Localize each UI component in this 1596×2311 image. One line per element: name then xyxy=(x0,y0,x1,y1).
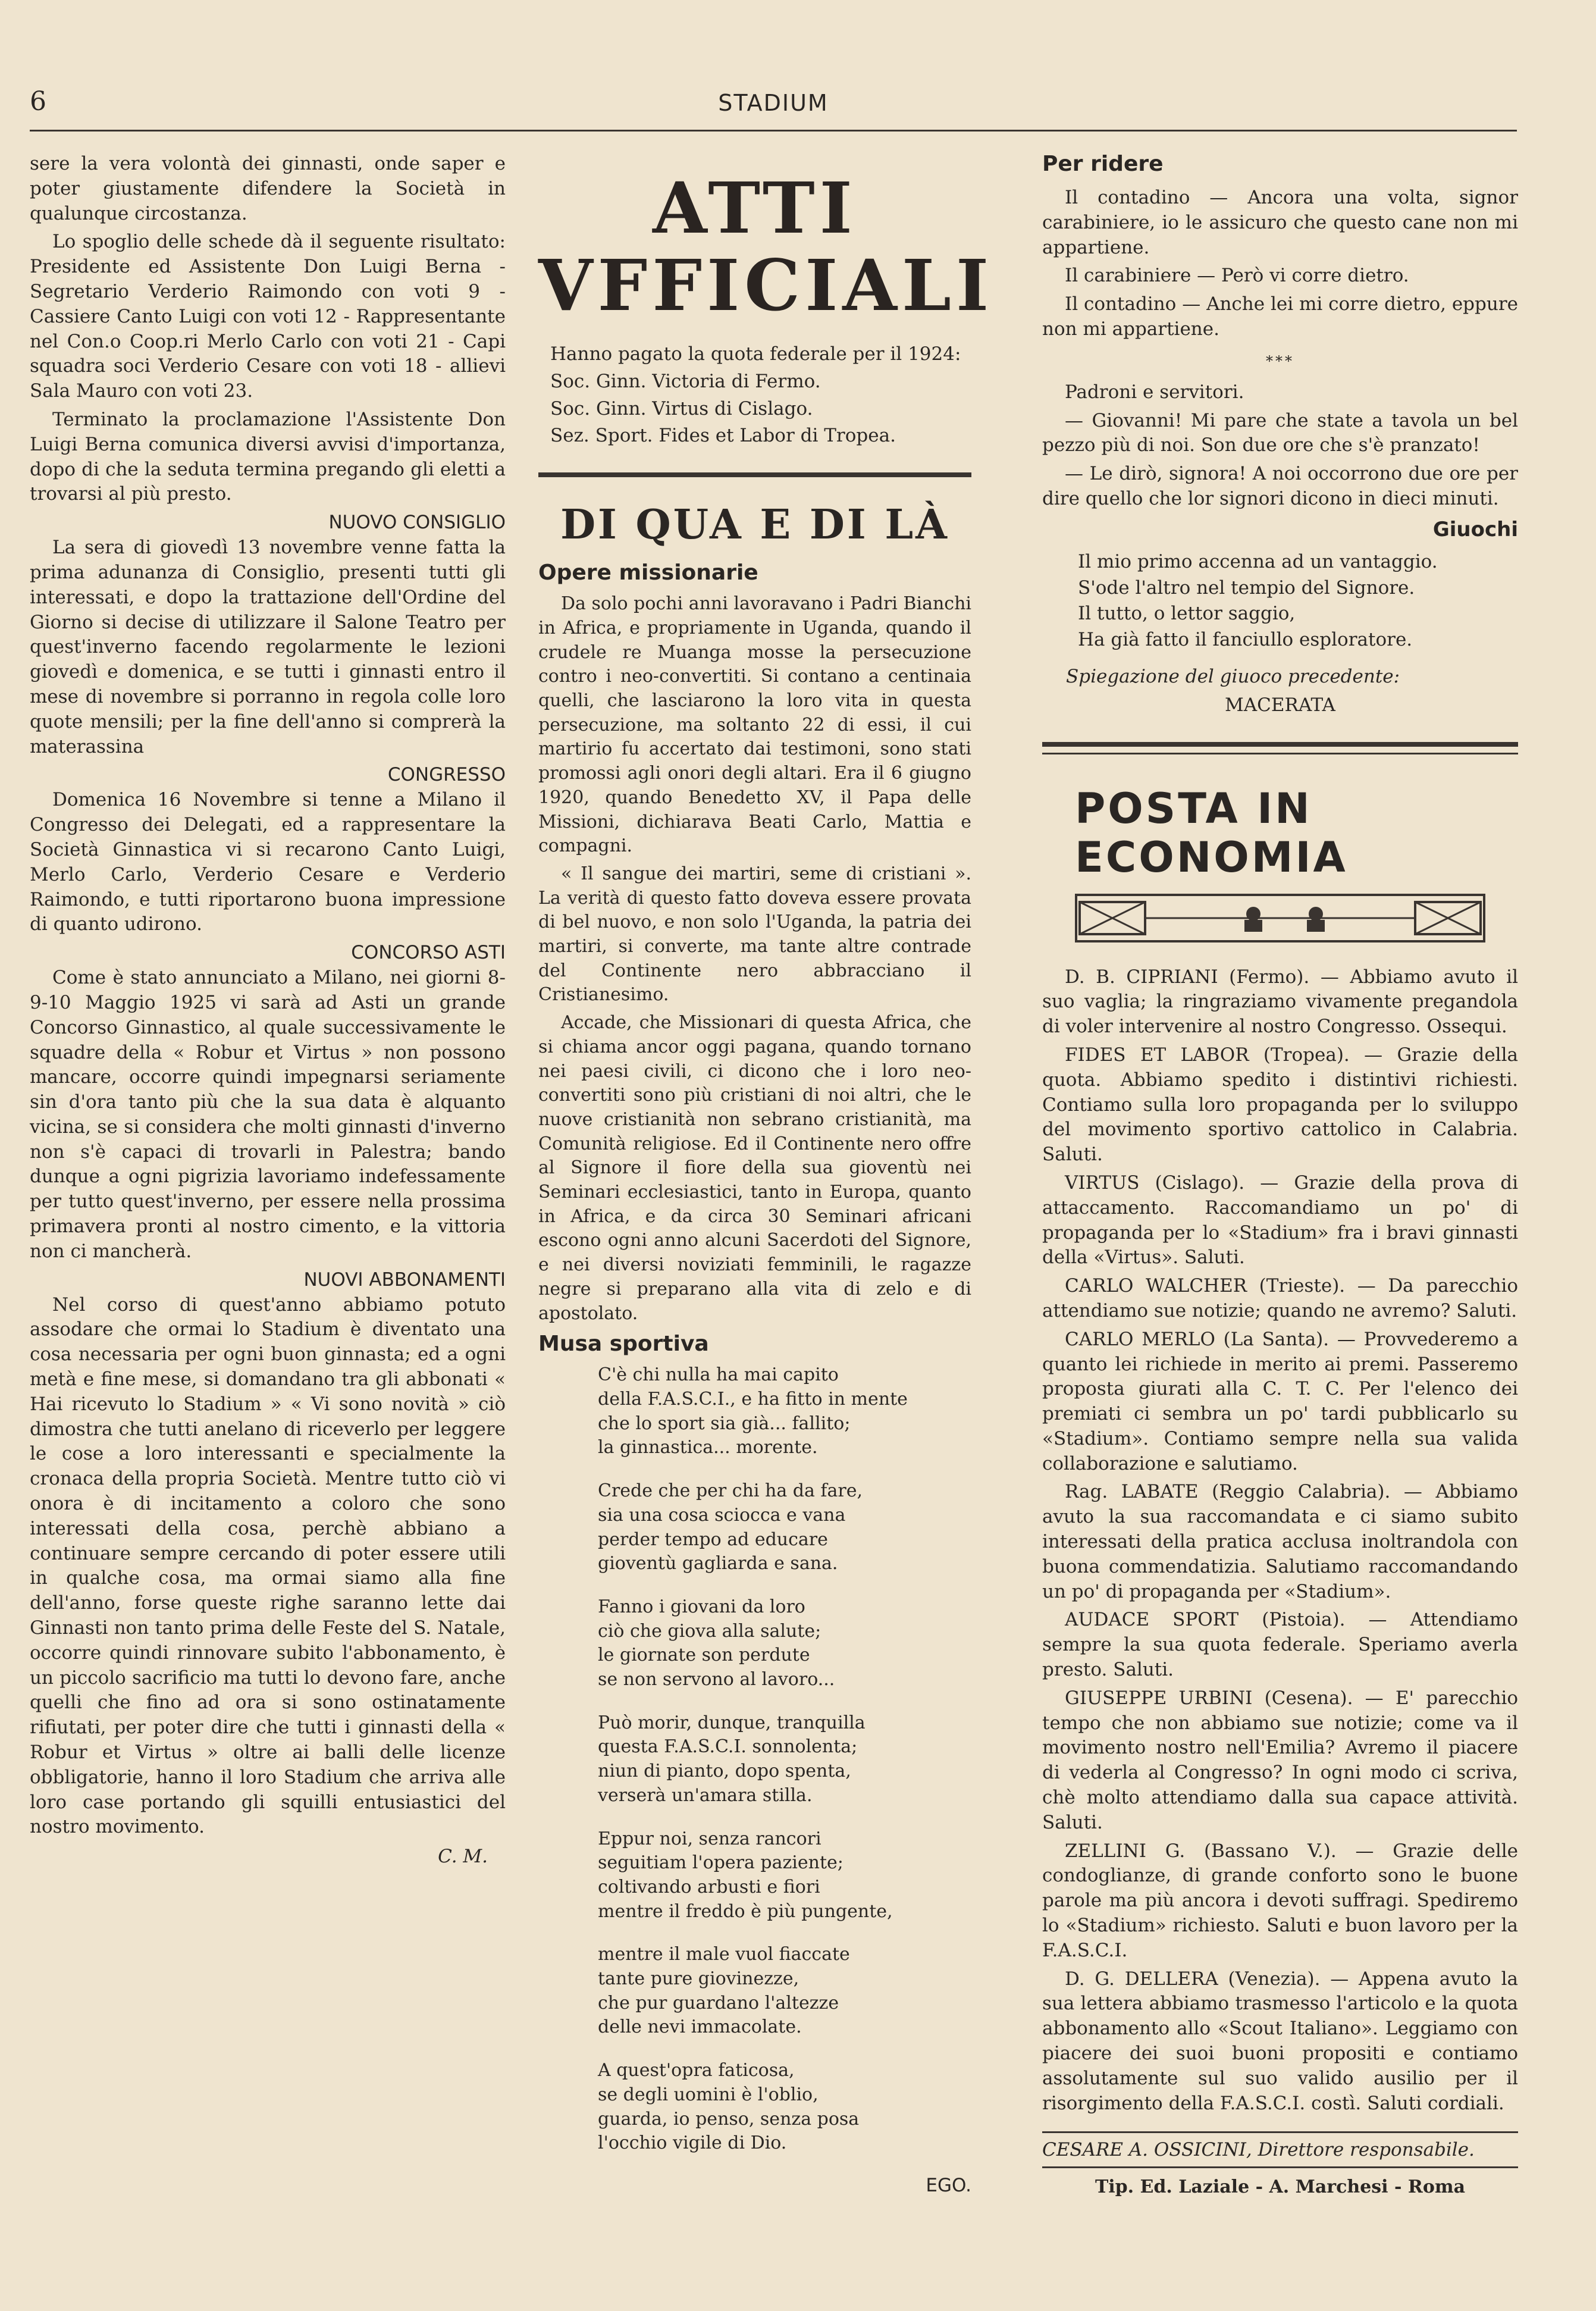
poem-line: C'è chi nulla ha mai capito xyxy=(598,1364,839,1386)
atti-entry: Soc. Ginn. Victoria di Fermo. xyxy=(550,370,821,392)
posta-entry: Rag. LABATE (Reggio Calabria). — Abbiamo avuto la sua raccomandata e ci siamo subito interessati della pratica acclusa inoltrandola con buona commendatizia. Salutiamo raccomandando un po' di propaganda per «Stadium». xyxy=(1042,1481,1518,1602)
poem-line: guarda, io penso, senza posa xyxy=(598,2108,860,2130)
poem-line: Può morir, dunque, tranquilla xyxy=(598,1712,866,1733)
section-heading: NUOVO CONSIGLIO xyxy=(328,512,506,534)
column-right xyxy=(1042,152,1518,2197)
atti-ufficiali-box xyxy=(538,152,994,449)
poem-line: la ginnastica... morente. xyxy=(598,1437,818,1458)
posta-envelope-graphic-icon xyxy=(1075,891,1518,947)
section-heading: CONGRESSO xyxy=(387,764,506,786)
section-rule xyxy=(538,472,971,477)
solution-answer: MACERATA xyxy=(1225,694,1335,716)
per-ridere-heading: Per ridere xyxy=(1042,152,1164,176)
poem-line: ciò che giova alla salute; xyxy=(598,1620,821,1642)
section-heading: CONCORSO ASTI xyxy=(351,942,506,964)
musa-heading: Musa sportiva xyxy=(538,1332,709,1357)
poem-line: gioventù gagliarda e sana. xyxy=(598,1553,838,1574)
paragraph: Accade, che Missionari di questa Africa, che si chiama ancor oggi pagana, quando tornano nei paesi civili, ci dicono che i loro neo-convertiti sono più cristiani di noi altri, che le nuove cristianità non sebrano cristianità, ma Comunità religiose. Ed il Continente nero offre al Signore il fiore della sua gioventù nei Seminari ecclesiastici, tanto in Europa, quanto in Africa, e da circa 30 Seminari africani escono ogni anno alcuni Sacerdoti del Signore, e nei diversi noviziati femminili, le ragazze negre si preparano alla vita di zelo e di apostolato. xyxy=(538,1012,971,1324)
printer-credit: Tip. Ed. Laziale - A. Marchesi - Roma xyxy=(1095,2177,1466,2198)
poem-line: le giornate son perdute xyxy=(598,1645,810,1666)
posta-entry: ZELLINI G. (Bassano V.). — Grazie delle condoglianze, di grande conforto sono le buone parole ma più ancora i devoti suffragi. Spediremo lo «Stadium» richiesto. Saluti e buon lavoro per la F.A.S.C.I. xyxy=(1042,1840,1518,1961)
poem-line: Fanno i giovani da loro xyxy=(598,1596,805,1617)
verse-line: Ha già fatto il fanciullo esploratore. xyxy=(1078,629,1413,651)
verse-line: Il tutto, o lettor saggio, xyxy=(1078,603,1296,625)
posta-entry: CARLO MERLO (La Santa). — Provvederemo a quanto lei richiede in merito ai premi. Passeremo proposta giurati alla C. T. C. Per l'elenco dei premiati ci sembra un po' tardi pubblicarlo su «Stadium». Contiamo sempre nella sua valida collaborazione e salutiamo. xyxy=(1042,1328,1518,1474)
poem-line: verserà un'amara stilla. xyxy=(598,1784,813,1806)
page-number: 6 xyxy=(30,86,46,117)
section-rule xyxy=(1042,742,1518,747)
poem-stanza xyxy=(598,2059,971,2156)
atti-entry: Sez. Sport. Fides et Labor di Tropea. xyxy=(550,425,896,447)
poem-stanza xyxy=(598,1363,971,1460)
atti-intro: Hanno pagato la quota federale per il 1924: xyxy=(550,343,961,365)
poem-line: della F.A.S.C.I., e ha fitto in mente xyxy=(598,1388,908,1410)
poem-line: che lo sport sia già... fallito; xyxy=(598,1413,851,1434)
atti-ufficiali-title: ATTI VFFICIALI xyxy=(538,167,994,327)
masthead-title: STADIUM xyxy=(718,90,829,116)
poem-line: tante pure giovinezze, xyxy=(598,1968,799,1990)
opere-heading: Opere missionarie xyxy=(538,560,758,585)
section-heading: NUOVI ABBONAMENTI xyxy=(303,1269,506,1291)
poem-line: se degli uomini è l'oblio, xyxy=(598,2084,819,2105)
joke-line: Il contadino — Anche lei mi corre dietro, eppure non mi appartiene. xyxy=(1042,293,1518,340)
paragraph: La sera di giovedì 13 novembre venne fatta la prima adunanza di Consiglio, presenti tutti gli interessati, e dopo la trattazione dell'Ordine del Giorno si decise di utilizzare il Salone Teatro per quest'inverno facendo regolarmente le lezioni giovedì e domenica, e se tutti i ginnasti entro il mese di novembre si porranno in regola colle loro quote mensili; per la fine dell'anno si comprerà la materassina xyxy=(30,537,506,757)
solution-label: Spiegazione del giuoco precedente: xyxy=(1066,665,1400,687)
paragraph: Da solo pochi anni lavoravano i Padri Bianchi in Africa, e propriamente in Uganda, quando il crudele re Muanga mosse la persecuzione contro i neo-convertiti. Si contano a centinaia quelli, che lasciarono la loro vita in questa persecuzione, ma soltanto 22 di essi, il cui martirio fu accertato dai testimoni, sono stati promossi agli onori degli altari. Era il 6 giugno 1920, quando Benedetto XV, il Papa delle Missioni, dichiarava Beati Carlo, Mattia e compagni. xyxy=(538,593,971,857)
joke-line: Padroni e servitori. xyxy=(1065,381,1244,403)
poem-line: che pur guardano l'altezze xyxy=(598,1992,839,2013)
poem-line: Crede che per chi ha da fare, xyxy=(598,1480,863,1502)
poem-line: sia una cosa sciocca e vana xyxy=(598,1504,846,1526)
poem-stanza xyxy=(598,1595,971,1692)
joke-line: Il carabiniere — Però vi corre dietro. xyxy=(1065,265,1409,287)
paragraph: sere la vera volontà dei ginnasti, onde saper e poter giustamente difendere la Società in qualunque circostanza. xyxy=(30,153,506,224)
poem-stanza xyxy=(598,1827,971,1924)
verse-line: Il mio primo accenna ad un vantaggio. xyxy=(1078,550,1438,572)
poem xyxy=(598,1363,971,2156)
footer-rule xyxy=(1042,2131,1518,2133)
column-left xyxy=(30,152,506,1867)
poem-line: niun di pianto, dopo spenta, xyxy=(598,1761,851,1782)
posta-list xyxy=(1042,965,1518,2116)
atti-entry: Soc. Ginn. Virtus di Cislago. xyxy=(550,397,813,419)
poem-line: A quest'opra faticosa, xyxy=(598,2060,795,2081)
poem-line: mentre il freddo è più pungente, xyxy=(598,1900,893,1922)
paragraph: Domenica 16 Novembre si tenne a Milano il Congresso dei Delegati, ed a rappresentare la Società Ginnastica vi si recarono Canto Luigi, Merlo Carlo, Verderio Cesare e Verderio Raimondo, e tutti riportarono buona impressione di quanto udirono. xyxy=(30,789,506,935)
poem-line: questa F.A.S.C.I. sonnolenta; xyxy=(598,1736,858,1758)
footer-rule xyxy=(1042,2166,1518,2168)
poem-line: l'occhio vigile di Dio. xyxy=(598,2132,787,2154)
paragraph: Terminato la proclamazione l'Assistente Don Luigi Berna comunica diversi avvisi d'importanza, dopo di che la seduta termina pregando gli eletti a trovarsi al più presto. xyxy=(30,408,506,505)
posta-entry: FIDES ET LABOR (Tropea). — Grazie della quota. Abbiamo spedito i distintivi richiesti. Contiamo sulla loro propaganda per lo sviluppo del movimento sportivo cattolico in Calabria. Saluti. xyxy=(1042,1044,1518,1166)
posta-title: POSTA IN ECONOMIA xyxy=(1075,784,1348,882)
giuoco-verse xyxy=(1042,550,1518,653)
page-header xyxy=(30,86,1517,122)
verse-line: S'ode l'altro nel tempio del Signore. xyxy=(1078,577,1415,599)
poem-stanza xyxy=(598,1943,971,2040)
poem-line: se non servono al lavoro... xyxy=(598,1669,835,1690)
poem-line: Eppur noi, senza rancori xyxy=(598,1828,821,1849)
posta-entry: AUDACE SPORT (Pistoia). — Attendiamo sempre la sua quota federale. Speriamo averla presto. Saluti. xyxy=(1042,1609,1518,1681)
direttore-responsabile: CESARE A. OSSICINI, Direttore responsabile. xyxy=(1042,2139,1475,2161)
column-middle xyxy=(538,152,994,2196)
paragraph: Nel corso di quest'anno abbiamo potuto assodare che ormai lo Stadium è diventato una cosa necessaria per ogni buon ginnasta; ed a ogni metà e fine mese, si domandano tra gli abbonati « Hai ricevuto lo Stadium » « Vi sono novità » ciò dimostra che tutti anelano di riceverlo per leggere le cose a loro interessanti e specialmente la cronaca della propria Società. Mentre tutto ciò vi onora è di incitamento a coloro che sono interessati della cosa, perchè abbiano a continuare sempre cercando di poter essere utili in qualche cosa, ma ormai siamo alla fine dell'anno, forse queste righe saranno lette dai Ginnasti non tanto prima delle Feste del S. Natale, occorre quindi rinnovare subito l'abbonamento, è un piccolo sacrificio ma tutti lo devono fare, anche quelli che fino ad ora si sono ostinatamente rifiutati, per poter dire che tutti i ginnasti della « Robur et Virtus » oltre ai balli delle licenze obbligatorie, hanno il loro Stadium che arriva alle loro case portando gli squilli entusiastici del nostro movimento. xyxy=(30,1294,506,1838)
poem-line: coltivando arbusti e fiori xyxy=(598,1876,820,1897)
poem-line: delle nevi immacolate. xyxy=(598,2016,802,2038)
header-rule xyxy=(30,130,1517,131)
section-rule-thin xyxy=(1042,753,1518,754)
poem-line: mentre il male vuol fiaccate xyxy=(598,1944,850,1965)
joke-line: Il contadino — Ancora una volta, signor carabiniere, io le assicuro che questo cane non mi appartiene. xyxy=(1042,187,1518,258)
poem-line: seguitiam l'opera paziente; xyxy=(598,1852,844,1874)
poem-stanza xyxy=(598,1711,971,1808)
author-signature: C. M. xyxy=(438,1846,488,1868)
posta-entry: D. G. DELLERA (Venezia). — Appena avuto la sua lettera abbiamo trasmesso l'articolo e la quota abbonamento allo «Scout Italiano». Leggiamo con piacere dei suoi buoni propositi e contiamo assolutamente sul suo valido ausilio per il risorgimento della F.A.S.C.I. costì. Saluti cordiali. xyxy=(1042,1968,1518,2114)
paragraph: Lo spoglio delle schede dà il seguente risultato: Presidente ed Assistente Don Luigi Berna - Segretario Verderio Raimondo con voti 9 - Cassiere Canto Luigi con voti 12 - Rappresentante nel Con.o Coop.ri Merlo Carlo con voti 21 - Capi squadra soci Verderio Cesare con voti 18 - allievi Sala Mauro con voti 23. xyxy=(30,231,506,402)
paragraph: Come è stato annunciato a Milano, nei giorni 8-9-10 Maggio 1925 vi sarà ad Asti un grande Concorso Ginnastico, al quale successivamente le squadre della « Robur et Virtus » non possono mancare, occorre quindi impegnarsi seriamente sin d'ora tanto più che la sua data è alquanto vicina, se si considera che molti ginnasti d'inverno non s'è capaci di trovarli in Palestra; bando dunque a ogni pigrizia lavoriamo indefessamente per tutto quest'inverno, per essere nella prossima primavera pronti al nostro cimento, e la vittoria non ci mancherà. xyxy=(30,967,506,1262)
giuochi-heading: Giuochi xyxy=(1432,517,1518,541)
di-qua-title: DI QUA E DI LÀ xyxy=(560,501,949,549)
poem-signature: EGO. xyxy=(926,2174,971,2196)
joke-line: — Giovanni! Mi pare che state a tavola un bel pezzo più di noi. Son due ore che s'è pranzato! xyxy=(1042,409,1518,456)
poem-stanza xyxy=(598,1479,971,1576)
joke-line: — Le dirò, signora! A noi occorrono due ore per dire quello che lor signori dicono in dieci minuti. xyxy=(1042,463,1518,509)
posta-entry: GIUSEPPE URBINI (Cesena). — E' parecchio tempo che non abbiamo sue notizie; come va il movimento nostro nell'Emilia? Avremo il piacere di vederla al Congresso? In ogni modo ci scriva, chè molto attendiamo dalla sua capace attività. Saluti. xyxy=(1042,1687,1518,1833)
posta-entry: CARLO WALCHER (Trieste). — Da parecchio attendiamo sue notizie; quando ne avremo? Saluti. xyxy=(1042,1275,1518,1322)
poem-line: perder tempo ad educare xyxy=(598,1529,828,1550)
posta-header xyxy=(1042,784,1518,947)
paragraph: « Il sangue dei martiri, seme di cristiani ». La verità di questo fatto doveva essere provata di bel nuovo, e non solo l'Uganda, la patria dei martiri, si converte, ma tante altre contrade del Continente nero abbracciano il Cristianesimo. xyxy=(538,863,971,1006)
separator-stars: *** xyxy=(1266,352,1294,369)
posta-entry: D. B. CIPRIANI (Fermo). — Abbiamo avuto il suo vaglia; la ringraziamo vivamente pregandola di voler intervenire al nostro Congresso. Ossequi. xyxy=(1042,966,1518,1038)
posta-entry: VIRTUS (Cislago). — Grazie della prova di attaccamento. Raccomandiamo un po' di propaganda per lo «Stadium» fra i bravi ginnasti della «Virtus». Saluti. xyxy=(1042,1172,1518,1269)
